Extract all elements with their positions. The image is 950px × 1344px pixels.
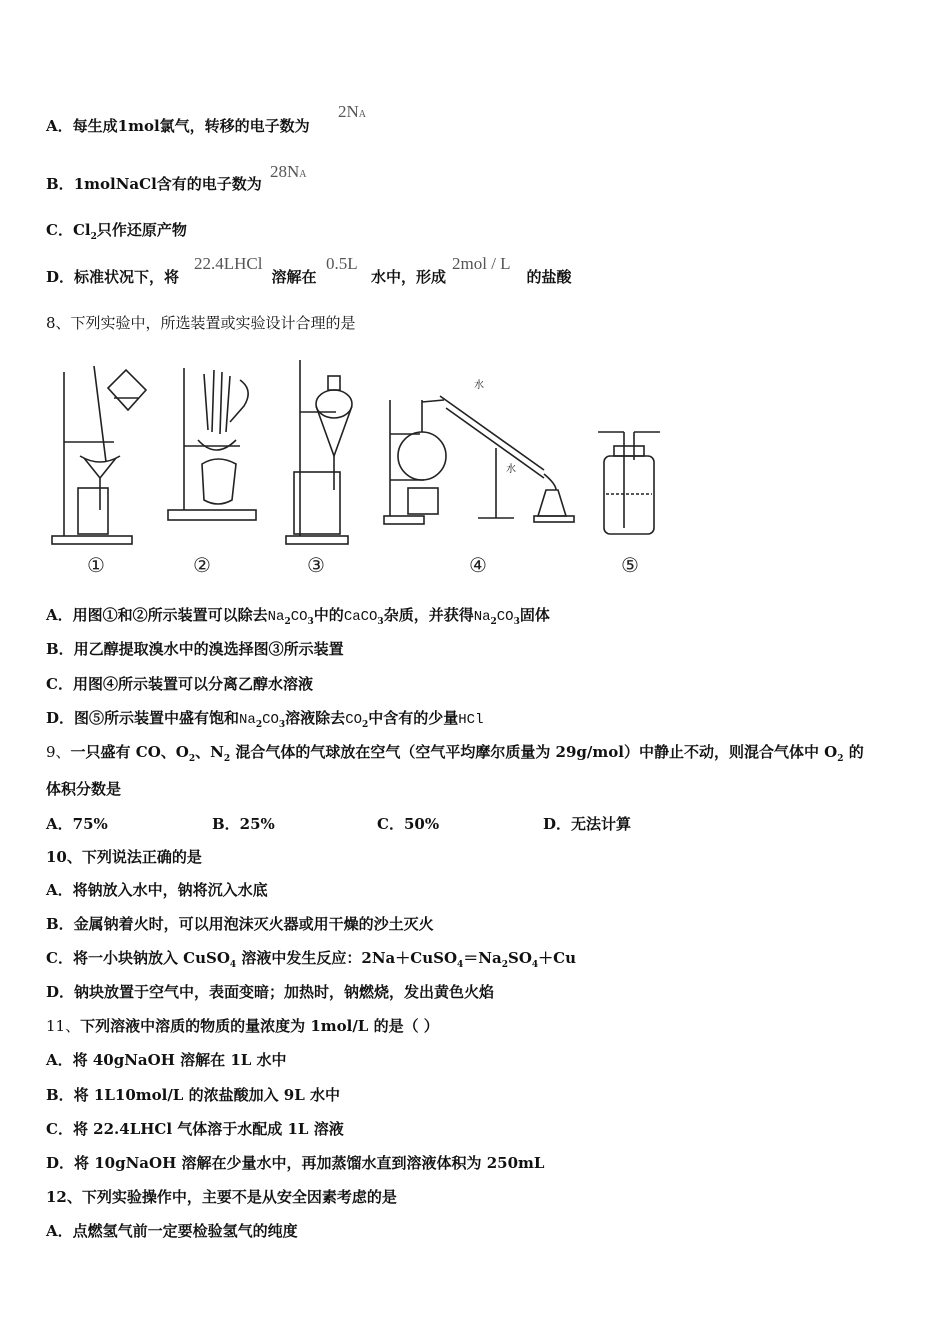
- figure-label-1: ①: [87, 553, 105, 577]
- figure-label-2: ②: [193, 553, 211, 577]
- q7-d-formula-conc: 2mol / L: [452, 254, 511, 273]
- q7-d-formula-hcl: 22.4LHCl: [194, 254, 263, 273]
- q11-stem: 11、下列溶液中溶质的物质的量浓度为 1mol/L 的是（ ）: [46, 1017, 439, 1035]
- q8-option-a: A．用图①和②所示装置可以除去$Na_2CO_3$中的CaCO$_3$杂质，并获得$Na_2CO_3$固体: [46, 606, 550, 627]
- q10-option-a: A．将钠放入水中，钠将沉入水底: [46, 881, 268, 899]
- water-outlet-label: 水: [506, 464, 516, 475]
- q9-option-d: D．无法计算: [543, 815, 632, 833]
- figure-label-5: ⑤: [621, 553, 639, 577]
- q7-option-c: C．$Cl_2$只作还原产物: [46, 221, 187, 242]
- q7-option-b-formula: 28NA: [270, 162, 307, 181]
- q8-stem: 8、下列实验中，所选装置或实验设计合理的是: [46, 314, 356, 332]
- apparatus-1-filtration: [52, 366, 146, 544]
- q9-stem-line1: 9、一只盛有 CO、$O_2$、$N_2$ 混合气体的气球放在空气（空气平均摩尔质量为 29g/mol）中静止不动，则混合气体中 $O_2$ 的: [46, 743, 864, 764]
- q7-option-d: D．标准状况下，将 溶解在 水中，形成 的盐酸: [46, 268, 572, 286]
- q11-option-c: C．将 22.4LHCl 气体溶于水配成 1L 溶液: [46, 1120, 344, 1138]
- figure-label-4: ④: [469, 553, 487, 577]
- apparatus-2-evaporation: [168, 368, 256, 520]
- q11-option-b: B．将 1L10mol/L 的浓盐酸加入 9L 水中: [46, 1086, 341, 1104]
- figure-label-3: ③: [307, 553, 325, 577]
- q7-option-a-formula: 2NA: [338, 102, 367, 121]
- q9-stem-line2: 体积分数是: [46, 780, 122, 798]
- q7-option-b: B．1molNaCl含有的电子数为: [46, 175, 262, 193]
- q11-option-d: D．将 10gNaOH 溶解在少量水中，再加蒸馏水直到溶液体积为 250mL: [46, 1154, 545, 1172]
- q10-option-b: B．金属钠着火时，可以用泡沫灭火器或用干燥的沙土灭火: [46, 915, 434, 933]
- q11-option-a: A．将 40gNaOH 溶解在 1L 水中: [46, 1051, 287, 1069]
- water-inlet-label: 水: [474, 380, 484, 391]
- q7-option-a: A．每生成1mol氯气，转移的电子数为: [46, 117, 310, 135]
- q8-apparatus-figure: [44, 360, 670, 580]
- q8-option-d: D．图⑤所示装置中盛有饱和$Na_2CO_3$溶液除去$CO_2$中含有的少量HCl: [46, 709, 484, 730]
- apparatus-5-washing-bottle: [598, 432, 660, 534]
- q8-option-c: C．用图④所示装置可以分离乙醇水溶液: [46, 675, 313, 693]
- q8-option-b: B．用乙醇提取溴水中的溴选择图③所示装置: [46, 640, 344, 658]
- q9-option-b: B．25%: [212, 815, 275, 833]
- q10-option-d: D．钠块放置于空气中，表面变暗；加热时，钠燃烧，发出黄色火焰: [46, 983, 495, 1001]
- apparatus-4-distillation: [384, 396, 574, 524]
- q12-option-a: A．点燃氢气前一定要检验氢气的纯度: [46, 1222, 298, 1240]
- q7-d-formula-volume: 0.5L: [326, 254, 358, 273]
- q10-stem: 10、下列说法正确的是: [46, 848, 202, 866]
- q12-stem: 12、下列实验操作中，主要不是从安全因素考虑的是: [46, 1188, 397, 1206]
- apparatus-3-separatory-funnel: [286, 360, 352, 544]
- q9-option-c: C．50%: [377, 815, 440, 833]
- q9-option-a: A．75%: [46, 815, 108, 833]
- q10-option-c: C．将一小块钠放入 CuSO$_4$ 溶液中发生反应：$2Na+CuSO_4=Na_2SO_4+Cu$: [46, 949, 577, 970]
